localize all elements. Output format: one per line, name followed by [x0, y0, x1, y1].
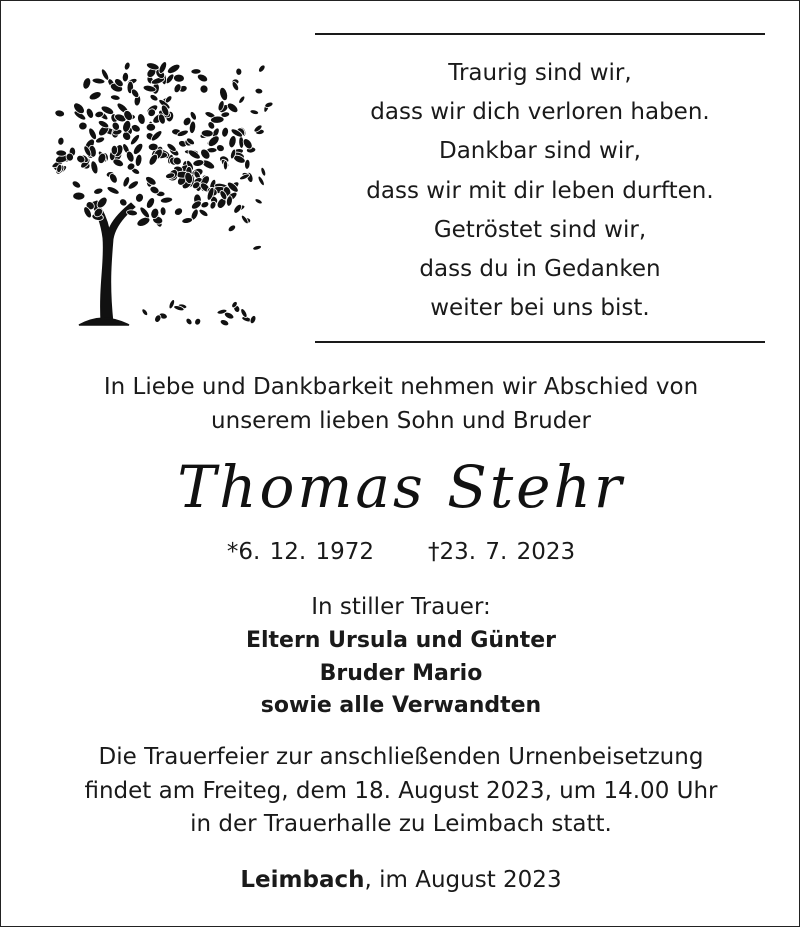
mourner-line: sowie alle Verwandten — [260, 693, 542, 718]
poem-line: dass du in Gedanken — [419, 256, 661, 283]
poem-line: Dankbar sind wir, — [439, 138, 641, 165]
tree-with-blowing-leaves-icon — [39, 33, 279, 331]
closing-date: , im August 2023 — [364, 867, 562, 893]
poem — [315, 54, 765, 328]
closing-line — [1, 863, 800, 897]
intro-text — [1, 370, 800, 438]
poem-line: dass wir dich verloren haben. — [370, 99, 710, 126]
ceremony-info — [1, 741, 800, 842]
top-rule — [315, 33, 765, 35]
closing-place: Leimbach — [240, 867, 365, 893]
intro-line: unserem lieben Sohn und Bruder — [211, 408, 591, 434]
mourner-line: Bruder Mario — [319, 660, 483, 686]
intro-line: In Liebe und Dankbarkeit nehmen wir Abschied von — [103, 374, 699, 400]
mourning-label: In stiller Trauer: — [311, 594, 491, 620]
birth-date: *6. 12. 1972 — [226, 539, 374, 565]
poem-line: Getröstet sind wir, — [433, 216, 647, 243]
ceremony-line: in der Trauerhalle zu Leimbach statt. — [190, 811, 612, 837]
poem-line: weiter bei uns bist. — [430, 295, 650, 322]
ceremony-line: findet am Freiteg, dem 18. August 2023, um 14.00 Uhr — [84, 777, 718, 804]
poem-line: Traurig sind wir, — [448, 60, 632, 86]
deceased-name: Thomas Stehr — [177, 453, 625, 521]
poem-line: dass wir mit dir leben durften. — [366, 177, 714, 204]
mourner-line: Eltern Ursula und Günter — [245, 628, 557, 653]
mourners-list — [1, 625, 800, 723]
life-dates — [1, 535, 800, 569]
death-date: †23. 7. 2023 — [428, 539, 576, 565]
ceremony-line: Die Trauerfeier zur anschließenden Urnenbeisetzung — [98, 744, 704, 770]
bottom-rule — [315, 341, 765, 343]
